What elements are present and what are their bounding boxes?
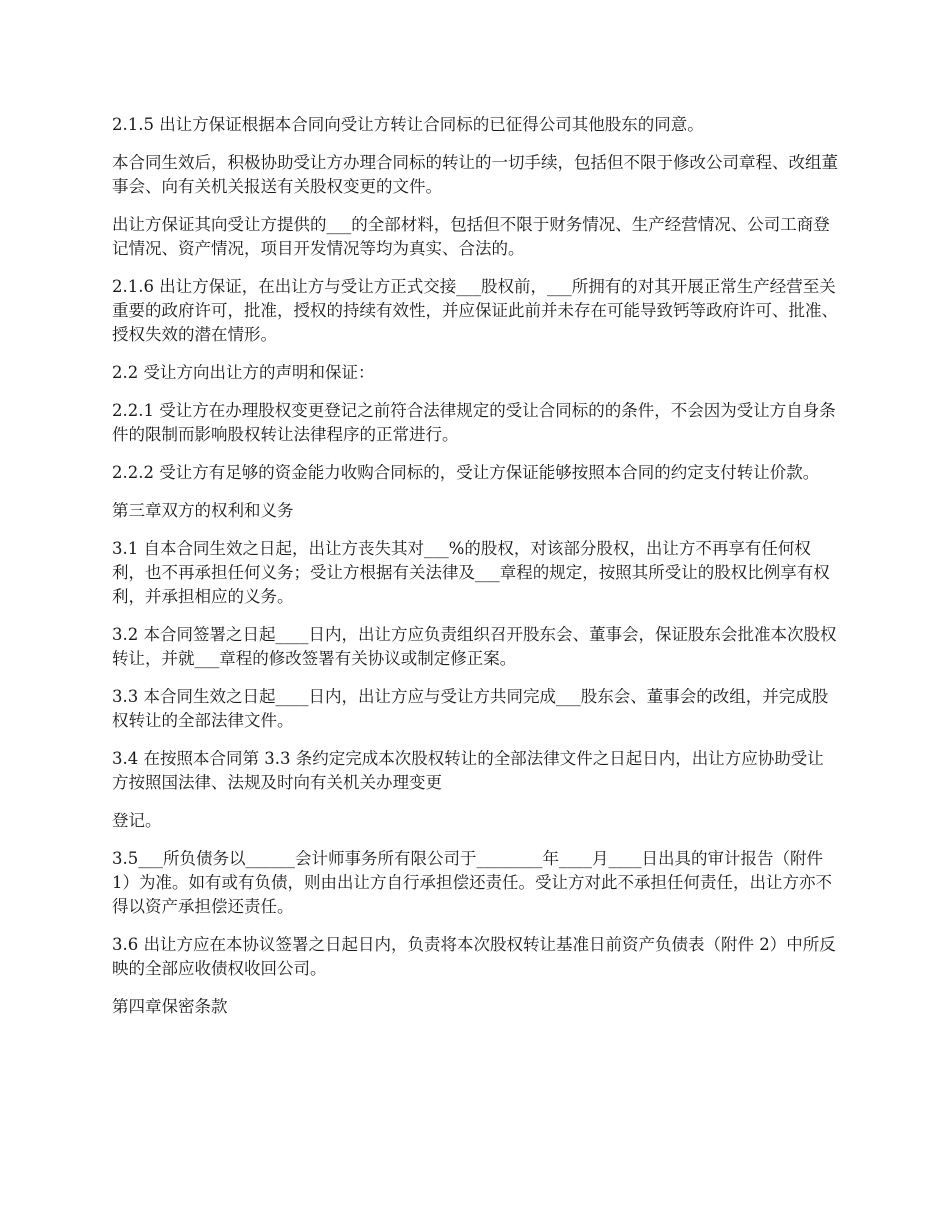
paragraph-2-2-1: 2.2.1 受让方在办理股权变更登记之前符合法律规定的受让合同标的的条件，不会因为受让方自身条件的限制而影响股权转让法律程序的正常进行。 [112, 401, 836, 444]
paragraph-3-5: 3.5___所负债务以______会计师事务所有限公司于________年____月____日出具的审计报告（附件 1）为准。如有或有负债，则由出让方自行承担偿还责任。受让方对此不承担任何责任，出让方亦不得以资产承担偿还责任。 [112, 849, 832, 916]
paragraph-assist-transfer: 本合同生效后，积极协助受让方办理合同标的转让的一切手续，包括但不限于修改公司章程、改组董事会、向有关机关报送有关股权变更的文件。 [112, 153, 838, 196]
paragraph-2-1-6: 2.1.6 出让方保证，在出让方与受让方正式交接___股权前，___所拥有的对其开展正常生产经营至关重要的政府许可，批准，授权的持续有效性，并应保证此前并未存在可能导致钙等政府许可、批准、授权失效的潜在情形。 [112, 277, 838, 344]
document-body [112, 113, 840, 1033]
paragraph-3-1: 3.1 自本合同生效之日起，出让方丧失其对___%的股权，对该部分股权，出让方不再享有任何权利，也不再承担任何义务；受让方根据有关法律及___章程的规定，按照其所受让的股权比例享有权利，并承担相应的义务。 [112, 539, 830, 606]
chapter-4-heading: 第四章保密条款 [112, 997, 228, 1016]
paragraph-2-2-2: 2.2.2 受让方有足够的资金能力收购合同标的，受让方保证能够按照本合同的约定支付转让价款。 [112, 463, 820, 482]
paragraph-3-4: 3.4 在按照本合同第 3.3 条约定完成本次股权转让的全部法律文件之日起日内，出让方应协助受让方按照国法律、法规及时向有关机关办理变更 [112, 749, 824, 792]
paragraph-3-3: 3.3 本合同生效之日起____日内，出让方应与受让方共同完成___股东会、董事会的改组，并完成股权转让的全部法律文件。 [112, 687, 829, 730]
paragraph-3-2: 3.2 本合同签署之日起____日内，出让方应负责组织召开股东会、董事会，保证股东会批准本次股权转让，并就___章程的修改签署有关协议或制定修正案。 [112, 625, 837, 668]
paragraph-3-6: 3.6 出让方应在本协议签署之日起日内，负责将本次股权转让基准日前资产负债表（附件 2）中所反映的全部应收债权收回公司。 [112, 935, 836, 978]
paragraph-2-2-heading: 2.2 受让方向出让方的声明和保证： [112, 363, 375, 382]
paragraph-3-4-continued: 登记。 [112, 811, 162, 830]
chapter-3-heading: 第三章双方的权利和义务 [112, 501, 294, 520]
paragraph-2-1-5: 2.1.5 出让方保证根据本合同向受让方转让合同标的已征得公司其他股东的同意。 [112, 115, 704, 134]
paragraph-material-guarantee: 出让方保证其向受让方提供的___的全部材料，包括但不限于财务情况、生产经营情况、公司工商登记情况、资产情况，项目开发情况等均为真实、合法的。 [112, 215, 830, 258]
